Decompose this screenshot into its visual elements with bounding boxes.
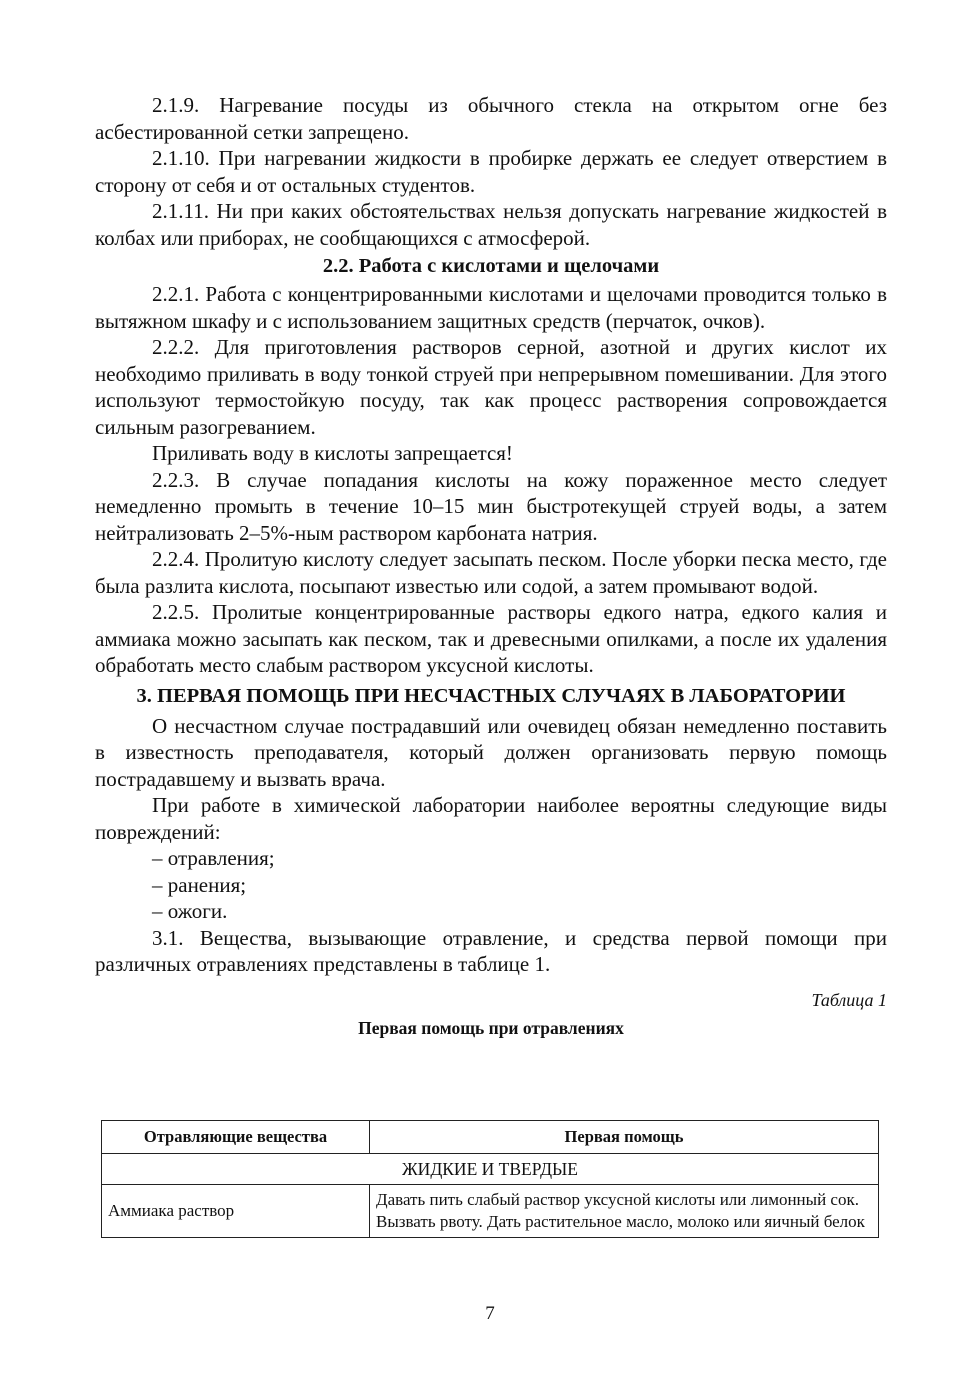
paragraph-2-2-2: 2.2.2. Для приготовления растворов серной, азотной и других кислот их необходимо приливать в воду тонкой струей при непрерывном помешивании. Для этого используют термостойкую посуду, так как процесс растворения сопровождается сильным разогреванием. <box>95 335 887 439</box>
table-group-row <box>102 1154 879 1185</box>
page-content <box>95 92 887 1048</box>
list-item-wounds: – ранения; <box>152 872 247 897</box>
group-liquid-solid: ЖИДКИЕ И ТВЕРДЫЕ <box>102 1154 879 1185</box>
paragraph-2-2-4: 2.2.4. Пролитую кислоту следует засыпать песком. После уборки песка место, где была разлита кислота, посыпают известью или содой, а затем промывают водой. <box>95 547 887 598</box>
table-header-row <box>102 1121 879 1154</box>
paragraph-2-2-3: 2.2.3. В случае попадания кислоты на кожу пораженное место следует немедленно промыть в течение 10–15 мин быстротекущей струей воды, а затем нейтрализовать 2–5%-ным раствором карбоната натрия. <box>95 467 887 545</box>
paragraph-2-1-11: 2.1.11. Ни при каких обстоятельствах нельзя допускать нагревание жидкостей в колбах или приборах, не сообщающихся с атмосферой. <box>95 199 887 250</box>
table-title: Первая помощь при отравлениях <box>358 1017 624 1038</box>
table-label: Таблица 1 <box>811 989 887 1010</box>
section-heading-2-2: 2.2. Работа с кислотами и щелочами <box>322 255 660 277</box>
paragraph-2-2-1: 2.2.1. Работа с концентрированными кислотами и щелочами проводится только в вытяжном шкафу и с использованием защитных средств (перчаток, очков). <box>95 282 887 333</box>
first-aid-table <box>101 1120 879 1238</box>
paragraph-3-1: 3.1. Вещества, вызывающие отравление, и средства первой помощи при различных отравлениях представлены в таблице 1. <box>95 925 887 976</box>
cell-first-aid: Давать пить слабый раствор уксусной кислоты или лимонный сок. Вызвать рвоту. Дать растительное масло, молоко или яичный белок <box>370 1185 879 1238</box>
cell-substance: Аммиака раствор <box>102 1185 370 1238</box>
paragraph-2-1-10: 2.1.10. При нагревании жидкости в пробирке держать ее следует отверстием в сторону от себя и от остальных студентов. <box>95 146 887 197</box>
paragraph-accident-report: О несчастном случае пострадавший или очевидец обязан немедленно поставить в известность преподавателя, который должен организовать первую помощь пострадавшему и вызвать врача. <box>95 713 887 791</box>
table-row <box>102 1185 879 1238</box>
header-substances: Отравляющие вещества <box>102 1121 370 1154</box>
list-item-burns: – ожоги. <box>152 899 228 923</box>
page-number: 7 <box>485 1303 495 1324</box>
paragraph-2-1-9: 2.1.9. Нагревание посуды из обычного стекла на открытом огне без асбестированной сетки запрещено. <box>95 93 887 144</box>
list-item-poisoning: – отравления; <box>152 846 275 870</box>
paragraph-injury-types: При работе в химической лаборатории наиболее вероятны следующие виды повреждений: <box>95 793 887 844</box>
header-first-aid: Первая помощь <box>370 1121 879 1154</box>
section-heading-3: 3. ПЕРВАЯ ПОМОЩЬ ПРИ НЕСЧАСТНЫХ СЛУЧАЯХ В ЛАБОРАТОРИИ <box>136 684 846 707</box>
paragraph-warning: Приливать воду в кислоты запрещается! <box>152 441 513 465</box>
paragraph-2-2-5: 2.2.5. Пролитые концентрированные растворы едкого натра, едкого калия и аммиака можно засыпать как песком, так и древесными опилками, а после их удаления обработать место слабым раствором уксусной кислоты. <box>95 600 887 677</box>
